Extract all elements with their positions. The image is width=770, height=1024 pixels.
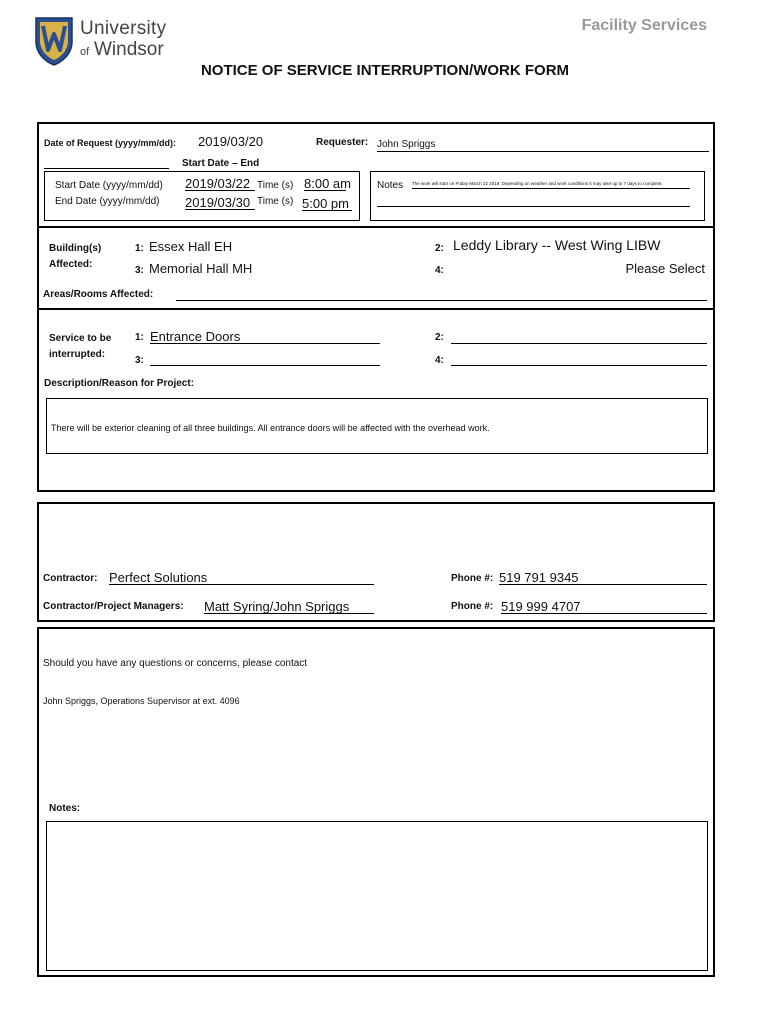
service-label: Service to be xyxy=(49,333,112,344)
contact-section xyxy=(37,627,715,977)
service-section xyxy=(37,308,715,492)
interrupted-label: interrupted: xyxy=(49,349,106,360)
start-time-field[interactable]: 8:00 am xyxy=(304,176,351,191)
end-date-label: End Date (yyyy/mm/dd) xyxy=(55,196,160,207)
contact-person: John Spriggs, Operations Supervisor at ext. 4096 xyxy=(43,696,240,706)
building-4-select[interactable]: Please Select xyxy=(625,261,705,276)
notes-field[interactable]: The work will start on Friday March 22 2019. Depending on weather and work conditions it may take up to 7 days to complete. xyxy=(412,179,690,189)
phone-field[interactable]: 519 791 9345 xyxy=(499,571,707,585)
service-3-field[interactable] xyxy=(150,365,380,366)
requester-label: Requester: xyxy=(316,137,369,148)
project-managers-field[interactable]: Matt Syring/John Spriggs xyxy=(204,600,374,614)
service-1-number: 1: xyxy=(135,332,144,343)
buildings-label: Building(s) xyxy=(49,243,102,254)
service-2-number: 2: xyxy=(435,332,444,343)
logo-windsor-text: Windsor xyxy=(94,39,164,60)
page-title: NOTICE OF SERVICE INTERRUPTION/WORK FORM xyxy=(200,62,570,79)
end-time-label: Time (s) xyxy=(257,196,294,207)
start-date-label: Start Date (yyyy/mm/dd) xyxy=(55,180,163,191)
project-managers-label: Contractor/Project Managers: xyxy=(43,601,184,612)
notes-section-label: Notes: xyxy=(49,803,81,814)
dates-box xyxy=(44,171,360,221)
description-label: Description/Reason for Project: xyxy=(44,378,195,389)
phone-label: Phone #: xyxy=(451,573,494,584)
university-logo xyxy=(34,16,174,68)
service-1-field[interactable]: Entrance Doors xyxy=(150,330,380,344)
requester-field[interactable]: John Spriggs xyxy=(377,138,709,152)
service-4-number: 4: xyxy=(435,355,444,366)
building-2-number: 2: xyxy=(435,243,444,254)
notes-second-line xyxy=(377,206,690,207)
logo-of-text: of xyxy=(80,46,90,58)
affected-label: Affected: xyxy=(49,259,93,270)
pm-phone-label: Phone #: xyxy=(451,601,494,612)
service-2-field[interactable] xyxy=(451,343,707,344)
start-time-label: Time (s) xyxy=(257,180,294,191)
notes-label: Notes xyxy=(377,180,404,191)
shield-icon xyxy=(34,16,74,66)
pm-phone-field[interactable]: 519 999 4707 xyxy=(501,600,707,614)
description-field[interactable] xyxy=(46,398,708,454)
areas-rooms-field[interactable] xyxy=(176,300,707,301)
building-2-select[interactable]: Leddy Library -- West Wing LIBW xyxy=(453,237,661,253)
start-date-field[interactable]: 2019/03/22 xyxy=(185,177,255,191)
contractor-field[interactable]: Perfect Solutions xyxy=(109,571,374,585)
service-3-number: 3: xyxy=(135,355,144,366)
service-4-field[interactable] xyxy=(451,365,707,366)
date-of-request-value[interactable]: 2019/03/20 xyxy=(198,134,264,149)
building-4-number: 4: xyxy=(435,265,444,276)
notes-box xyxy=(370,171,705,221)
areas-rooms-label: Areas/Rooms Affected: xyxy=(43,289,154,300)
notes-textarea[interactable] xyxy=(46,821,708,971)
facility-services-label: Facility Services xyxy=(581,17,707,34)
building-3-select[interactable]: Memorial Hall MH xyxy=(149,261,253,276)
end-time-field[interactable]: 5:00 pm xyxy=(302,197,352,211)
description-text: There will be exterior cleaning of all three buildings. All entrance doors will be affected with the overhead work. xyxy=(51,423,490,433)
contact-text: Should you have any questions or concerns, please contact xyxy=(43,658,308,669)
building-1-number: 1: xyxy=(135,243,144,254)
date-of-request-label: Date of Request (yyyy/mm/dd): xyxy=(44,138,177,148)
contractor-section xyxy=(37,502,715,622)
buildings-section xyxy=(37,226,715,310)
start-end-heading: Start Date – End xyxy=(182,158,260,169)
end-date-field[interactable]: 2019/03/30 xyxy=(185,196,255,210)
underline xyxy=(44,168,169,169)
building-3-number: 3: xyxy=(135,265,144,276)
building-1-select[interactable]: Essex Hall EH xyxy=(149,239,233,254)
logo-university-text: University xyxy=(80,18,167,39)
request-section xyxy=(37,122,715,228)
contractor-label: Contractor: xyxy=(43,573,98,584)
